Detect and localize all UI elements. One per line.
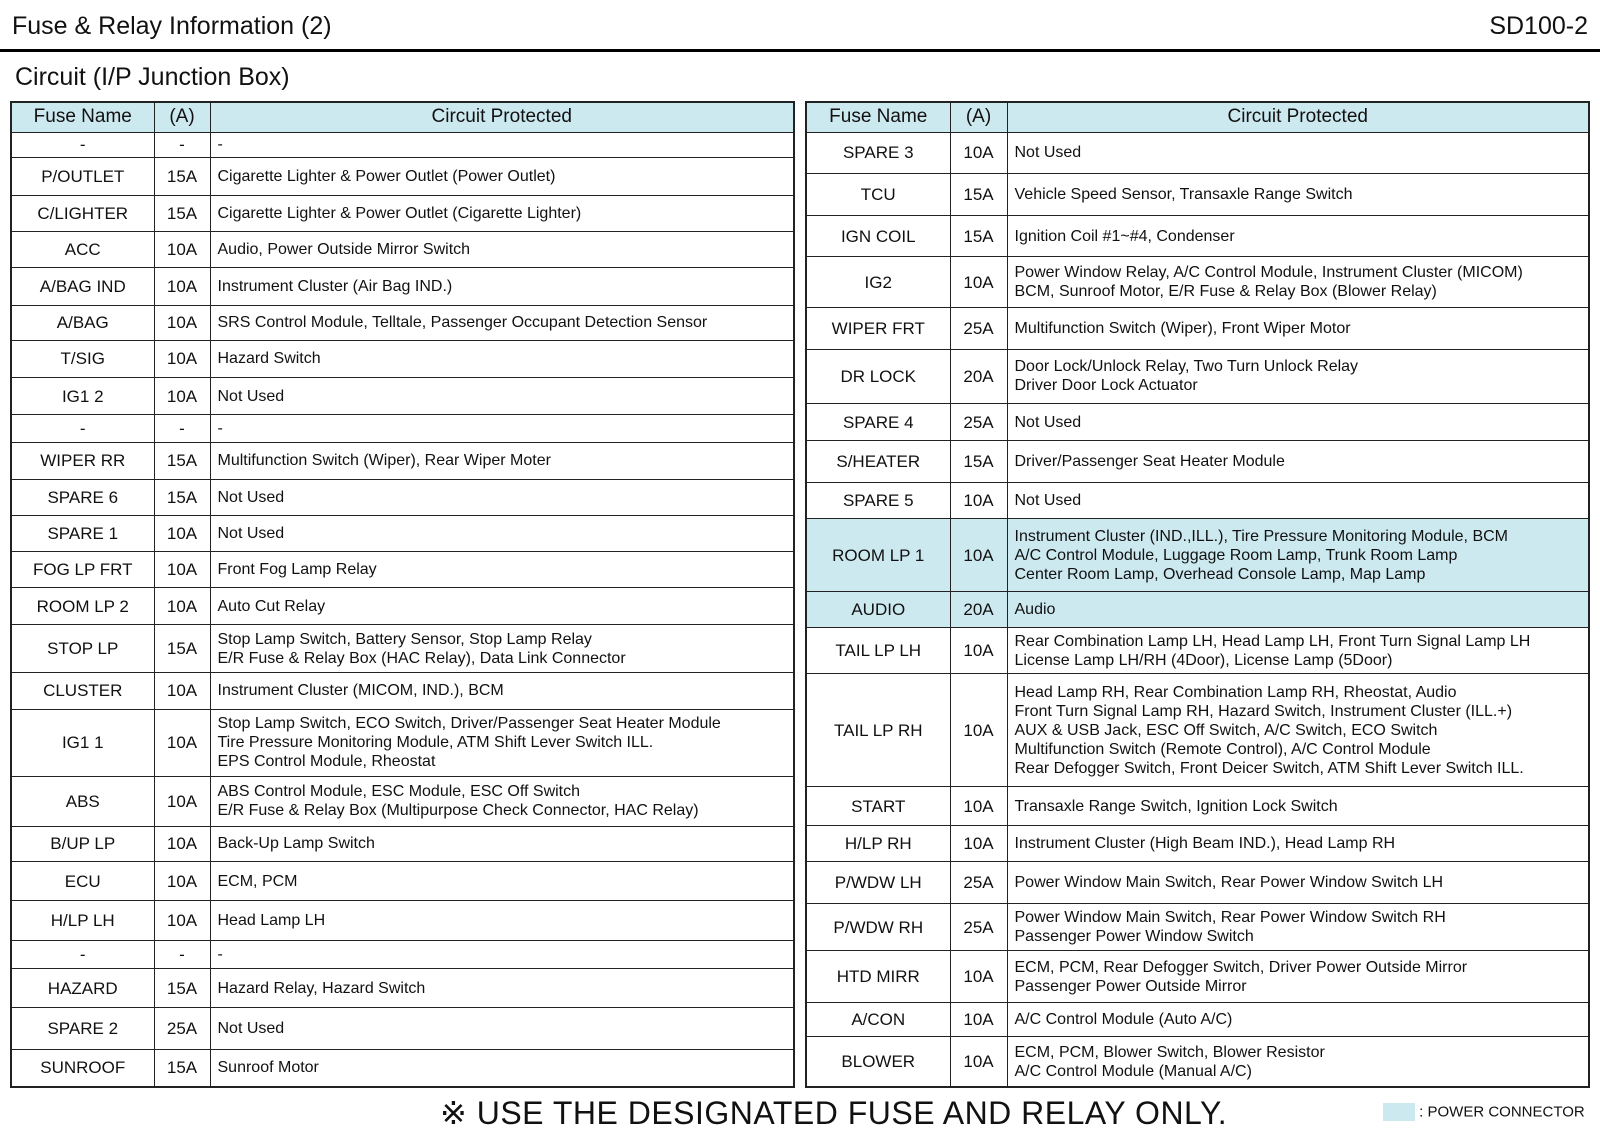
fuse-name-cell: FOG LP FRT: [11, 551, 154, 588]
legend: [1383, 1103, 1585, 1121]
circuit-cell: Ignition Coil #1~#4, Condenser: [1007, 215, 1589, 257]
circuit-cell: Hazard Switch: [210, 341, 794, 378]
amperage-cell: 25A: [950, 308, 1007, 350]
table-row: [806, 441, 1589, 483]
amperage-cell: 10A: [950, 627, 1007, 674]
fuse-name-cell: -: [11, 940, 154, 969]
table-row: [806, 215, 1589, 257]
circuit-cell: Not Used: [210, 1007, 794, 1049]
column-header-amperage: (A): [154, 102, 210, 132]
circuit-cell: Hazard Relay, Hazard Switch: [210, 969, 794, 1008]
circuit-cell: Sunroof Motor: [210, 1049, 794, 1087]
fuse-name-cell: CLUSTER: [11, 672, 154, 709]
table-row: [11, 900, 794, 940]
table-row: [11, 132, 794, 157]
table-row: [806, 951, 1589, 1003]
table-row: [11, 479, 794, 516]
table-row: [806, 174, 1589, 216]
table-row: [11, 377, 794, 415]
fuse-name-cell: T/SIG: [11, 341, 154, 378]
fuse-name-cell: SPARE 1: [11, 516, 154, 552]
circuit-cell: Cigarette Lighter & Power Outlet (Cigarette Lighter): [210, 195, 794, 232]
fuse-name-cell: IG1 2: [11, 377, 154, 415]
circuit-cell: Not Used: [210, 479, 794, 516]
column-header-circuit: Circuit Protected: [210, 102, 794, 132]
circuit-cell: ECM, PCM, Rear Defogger Switch, Driver Power Outside Mirror Passenger Power Outside Mirror: [1007, 951, 1589, 1003]
amperage-cell: 10A: [950, 1003, 1007, 1037]
amperage-cell: 10A: [950, 951, 1007, 1003]
fuse-name-cell: IG1 1: [11, 709, 154, 776]
circuit-cell: Head Lamp LH: [210, 900, 794, 940]
table-row: [806, 627, 1589, 674]
amperage-cell: 15A: [154, 1049, 210, 1087]
amperage-cell: 10A: [154, 232, 210, 268]
amperage-cell: 10A: [154, 377, 210, 415]
amperage-cell: 10A: [154, 776, 210, 826]
fuse-name-cell: -: [11, 132, 154, 157]
page-title: Fuse & Relay Information (2): [12, 12, 332, 40]
amperage-cell: 10A: [154, 516, 210, 552]
table-row: [806, 404, 1589, 441]
amperage-cell: 20A: [950, 349, 1007, 403]
circuit-cell: Instrument Cluster (MICOM, IND.), BCM: [210, 672, 794, 709]
fuse-name-cell: S/HEATER: [806, 441, 950, 483]
circuit-cell: Front Fog Lamp Relay: [210, 551, 794, 588]
circuit-cell: Rear Combination Lamp LH, Head Lamp LH, Front Turn Signal Lamp LH License Lamp LH/RH (4Door), License Lamp (5Door): [1007, 627, 1589, 674]
fuse-name-cell: A/BAG IND: [11, 267, 154, 305]
circuit-cell: Power Window Main Switch, Rear Power Window Switch RH Passenger Power Window Switch: [1007, 904, 1589, 951]
fuse-name-cell: SUNROOF: [11, 1049, 154, 1087]
page-header: [0, 0, 1600, 52]
circuit-cell: Multifunction Switch (Wiper), Rear Wiper Moter: [210, 442, 794, 479]
fuse-name-cell: ECU: [11, 862, 154, 901]
amperage-cell: 10A: [950, 519, 1007, 592]
amperage-cell: -: [154, 132, 210, 157]
table-row: [806, 519, 1589, 592]
fuse-name-cell: SPARE 6: [11, 479, 154, 516]
table-row: [11, 588, 794, 625]
amperage-cell: 15A: [154, 625, 210, 673]
circuit-cell: Back-Up Lamp Switch: [210, 826, 794, 862]
table-row: [11, 305, 794, 341]
fuse-name-cell: HTD MIRR: [806, 951, 950, 1003]
table-row: [11, 267, 794, 305]
amperage-cell: 10A: [950, 674, 1007, 786]
fuse-name-cell: A/CON: [806, 1003, 950, 1037]
amperage-cell: 10A: [154, 588, 210, 625]
table-row: [11, 516, 794, 552]
fuse-name-cell: C/LIGHTER: [11, 195, 154, 232]
table-row: [11, 341, 794, 378]
amperage-cell: 15A: [154, 157, 210, 195]
fuse-table-left: [10, 101, 795, 1088]
amperage-cell: 10A: [154, 862, 210, 901]
table-header-row: [806, 102, 1589, 132]
fuse-table-right: [805, 101, 1590, 1088]
table-row: [11, 776, 794, 826]
circuit-cell: Stop Lamp Switch, Battery Sensor, Stop Lamp Relay E/R Fuse & Relay Box (HAC Relay), Data Link Connector: [210, 625, 794, 673]
table-row: [806, 257, 1589, 308]
amperage-cell: 10A: [950, 786, 1007, 826]
amperage-cell: 25A: [950, 861, 1007, 904]
circuit-cell: Power Window Main Switch, Rear Power Window Switch LH: [1007, 861, 1589, 904]
table-row: [11, 826, 794, 862]
fuse-name-cell: TAIL LP LH: [806, 627, 950, 674]
amperage-cell: 15A: [154, 969, 210, 1008]
circuit-cell: SRS Control Module, Telltale, Passenger Occupant Detection Sensor: [210, 305, 794, 341]
circuit-cell: Cigarette Lighter & Power Outlet (Power Outlet): [210, 157, 794, 195]
document-code: SD100-2: [1489, 12, 1588, 40]
amperage-cell: 10A: [950, 826, 1007, 861]
amperage-cell: 10A: [154, 341, 210, 378]
amperage-cell: 15A: [154, 442, 210, 479]
column-header-fuse-name: Fuse Name: [11, 102, 154, 132]
fuse-name-cell: IGN COIL: [806, 215, 950, 257]
table-row: [806, 786, 1589, 826]
fuse-name-cell: P/WDW RH: [806, 904, 950, 951]
table-row: [806, 826, 1589, 861]
circuit-cell: Door Lock/Unlock Relay, Two Turn Unlock Relay Driver Door Lock Actuator: [1007, 349, 1589, 403]
circuit-cell: Auto Cut Relay: [210, 588, 794, 625]
column-header-amperage: (A): [950, 102, 1007, 132]
amperage-cell: 25A: [154, 1007, 210, 1049]
fuse-name-cell: IG2: [806, 257, 950, 308]
table-row: [806, 308, 1589, 350]
fuse-name-cell: AUDIO: [806, 592, 950, 627]
circuit-cell: ECM, PCM: [210, 862, 794, 901]
fuse-name-cell: ROOM LP 1: [806, 519, 950, 592]
amperage-cell: 15A: [154, 195, 210, 232]
circuit-cell: Vehicle Speed Sensor, Transaxle Range Switch: [1007, 174, 1589, 216]
fuse-name-cell: -: [11, 415, 154, 442]
table-row: [11, 1007, 794, 1049]
fuse-name-cell: BLOWER: [806, 1037, 950, 1087]
amperage-cell: 25A: [950, 904, 1007, 951]
table-row: [11, 232, 794, 268]
fuse-name-cell: ABS: [11, 776, 154, 826]
fuse-name-cell: SPARE 3: [806, 132, 950, 174]
fuse-name-cell: H/LP RH: [806, 826, 950, 861]
fuse-name-cell: P/WDW LH: [806, 861, 950, 904]
table-row: [11, 157, 794, 195]
circuit-cell: -: [210, 415, 794, 442]
table-row: [11, 709, 794, 776]
circuit-cell: Not Used: [1007, 132, 1589, 174]
circuit-cell: -: [210, 940, 794, 969]
table-row: [11, 672, 794, 709]
fuse-name-cell: B/UP LP: [11, 826, 154, 862]
fuse-name-cell: P/OUTLET: [11, 157, 154, 195]
circuit-cell: Head Lamp RH, Rear Combination Lamp RH, Rheostat, Audio Front Turn Signal Lamp RH, Hazard Switch, Instrument Cluster (ILL.+) AUX & USB Jack, ESC Off Switch, A/C Switch, ECO Switch Multifunction Switch (Remote Control), A/C Control Module Rear Defogger Switch, Front Deicer Switch, ATM Shift Lever Switch ILL.: [1007, 674, 1589, 786]
circuit-cell: Instrument Cluster (Air Bag IND.): [210, 267, 794, 305]
circuit-cell: Audio, Power Outside Mirror Switch: [210, 232, 794, 268]
fuse-name-cell: SPARE 4: [806, 404, 950, 441]
table-header-row: [11, 102, 794, 132]
legend-label: : POWER CONNECTOR: [1419, 1103, 1585, 1121]
amperage-cell: 10A: [154, 672, 210, 709]
table-row: [806, 349, 1589, 403]
fuse-name-cell: DR LOCK: [806, 349, 950, 403]
table-row: [806, 674, 1589, 786]
circuit-cell: Not Used: [210, 516, 794, 552]
amperage-cell: 10A: [154, 826, 210, 862]
fuse-name-cell: SPARE 5: [806, 483, 950, 519]
fuse-name-cell: ROOM LP 2: [11, 588, 154, 625]
amperage-cell: 10A: [950, 1037, 1007, 1087]
circuit-cell: Multifunction Switch (Wiper), Front Wiper Motor: [1007, 308, 1589, 350]
circuit-cell: Audio: [1007, 592, 1589, 627]
circuit-cell: Driver/Passenger Seat Heater Module: [1007, 441, 1589, 483]
fuse-name-cell: WIPER FRT: [806, 308, 950, 350]
table-row: [806, 592, 1589, 627]
fuse-name-cell: HAZARD: [11, 969, 154, 1008]
circuit-cell: A/C Control Module (Auto A/C): [1007, 1003, 1589, 1037]
amperage-cell: 15A: [950, 215, 1007, 257]
fuse-name-cell: START: [806, 786, 950, 826]
amperage-cell: 15A: [950, 441, 1007, 483]
circuit-cell: ABS Control Module, ESC Module, ESC Off Switch E/R Fuse & Relay Box (Multipurpose Check Connector, HAC Relay): [210, 776, 794, 826]
power-connector-swatch: [1383, 1103, 1415, 1121]
fuse-name-cell: STOP LP: [11, 625, 154, 673]
table-row: [806, 904, 1589, 951]
circuit-cell: Stop Lamp Switch, ECO Switch, Driver/Passenger Seat Heater Module Tire Pressure Monitoring Module, ATM Shift Lever Switch ILL. EPS Control Module, Rheostat: [210, 709, 794, 776]
circuit-cell: ECM, PCM, Blower Switch, Blower Resistor A/C Control Module (Manual A/C): [1007, 1037, 1589, 1087]
circuit-cell: Instrument Cluster (IND.,ILL.), Tire Pressure Monitoring Module, BCM A/C Control Module, Luggage Room Lamp, Trunk Room Lamp Center Room Lamp, Overhead Console Lamp, Map Lamp: [1007, 519, 1589, 592]
table-row: [806, 1003, 1589, 1037]
fuse-name-cell: A/BAG: [11, 305, 154, 341]
fuse-name-cell: WIPER RR: [11, 442, 154, 479]
amperage-cell: 10A: [950, 132, 1007, 174]
amperage-cell: 10A: [154, 709, 210, 776]
amperage-cell: -: [154, 415, 210, 442]
circuit-cell: Transaxle Range Switch, Ignition Lock Switch: [1007, 786, 1589, 826]
fuse-name-cell: TCU: [806, 174, 950, 216]
table-row: [806, 1037, 1589, 1087]
fuse-name-cell: H/LP LH: [11, 900, 154, 940]
table-row: [11, 625, 794, 673]
circuit-cell: Not Used: [210, 377, 794, 415]
table-row: [11, 415, 794, 442]
table-row: [11, 940, 794, 969]
fuse-name-cell: ACC: [11, 232, 154, 268]
amperage-cell: 25A: [950, 404, 1007, 441]
amperage-cell: 10A: [154, 267, 210, 305]
table-row: [11, 442, 794, 479]
table-row: [11, 195, 794, 232]
amperage-cell: 20A: [950, 592, 1007, 627]
circuit-cell: Not Used: [1007, 404, 1589, 441]
circuit-cell: Instrument Cluster (High Beam IND.), Head Lamp RH: [1007, 826, 1589, 861]
table-row: [11, 862, 794, 901]
amperage-cell: 15A: [950, 174, 1007, 216]
amperage-cell: 15A: [154, 479, 210, 516]
amperage-cell: 10A: [154, 551, 210, 588]
column-header-fuse-name: Fuse Name: [806, 102, 950, 132]
amperage-cell: 10A: [950, 483, 1007, 519]
table-row: [806, 861, 1589, 904]
table-row: [806, 132, 1589, 174]
section-title: Circuit (I/P Junction Box): [15, 63, 290, 91]
circuit-cell: Power Window Relay, A/C Control Module, Instrument Cluster (MICOM) BCM, Sunroof Motor, E/R Fuse & Relay Box (Blower Relay): [1007, 257, 1589, 308]
table-row: [11, 1049, 794, 1087]
fuse-name-cell: TAIL LP RH: [806, 674, 950, 786]
amperage-cell: 10A: [154, 305, 210, 341]
table-row: [11, 969, 794, 1008]
circuit-cell: Not Used: [1007, 483, 1589, 519]
circuit-cell: -: [210, 132, 794, 157]
amperage-cell: -: [154, 940, 210, 969]
fuse-name-cell: SPARE 2: [11, 1007, 154, 1049]
amperage-cell: 10A: [950, 257, 1007, 308]
table-row: [806, 483, 1589, 519]
footer-note: ※ USE THE DESIGNATED FUSE AND RELAY ONLY.: [440, 1095, 1228, 1131]
amperage-cell: 10A: [154, 900, 210, 940]
table-row: [11, 551, 794, 588]
column-header-circuit: Circuit Protected: [1007, 102, 1589, 132]
